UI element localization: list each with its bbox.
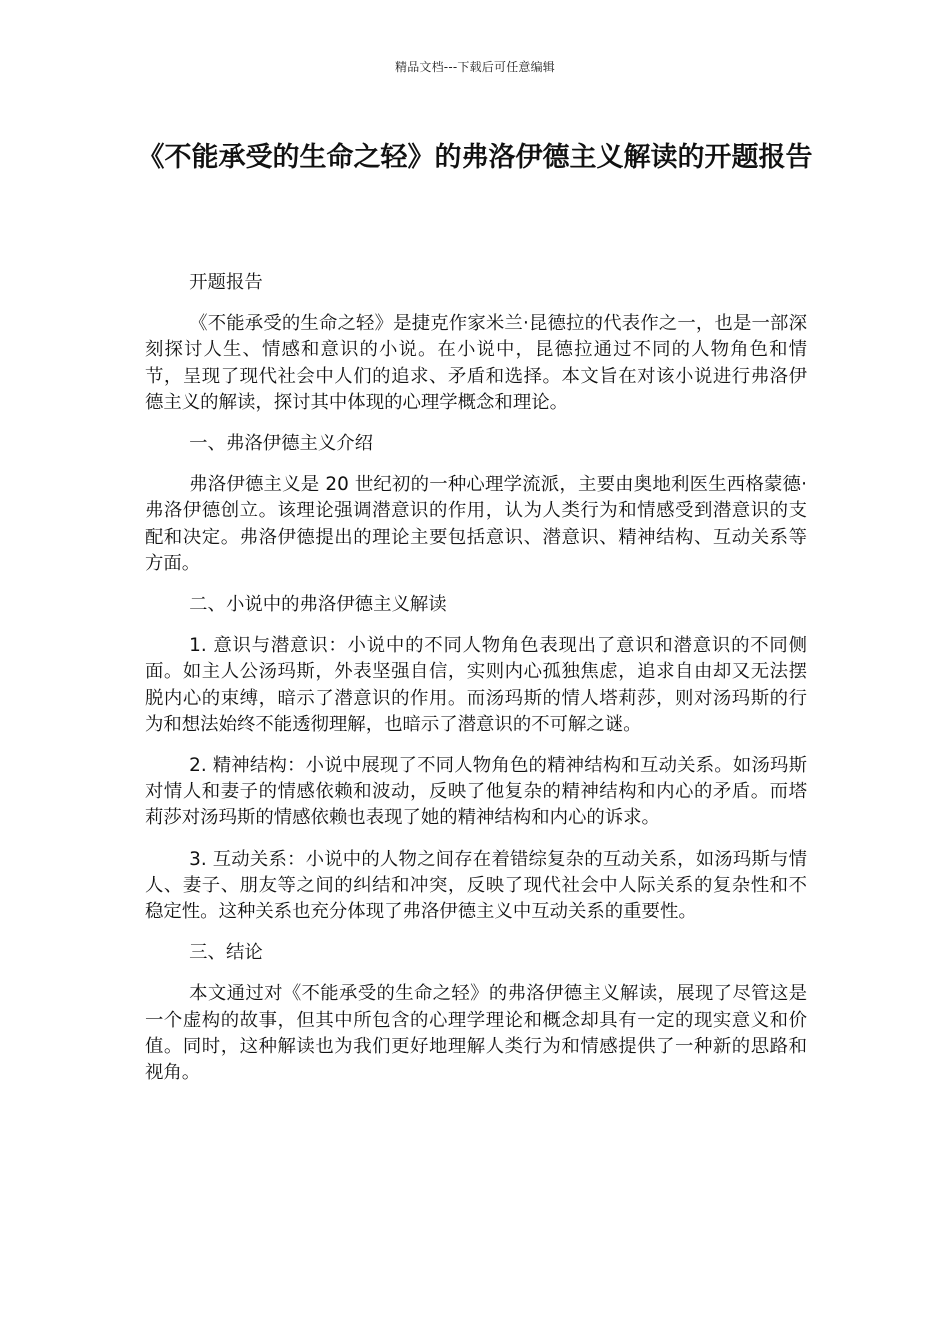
- conclusion-paragraph: 本文通过对《不能承受的生命之轻》的弗洛伊德主义解读，展现了尽管这是一个虚构的故事，但其中所包含的心理学理论和概念却具有一定的现实意义和价值。同时，这种解读也为我们更好地理解人类行为和情感提供了一种新的思路和视角。: [145, 983, 807, 1084]
- point-1-paragraph: 1. 意识与潜意识：小说中的不同人物角色表现出了意识和潜意识的不同侧面。如主人公汤玛斯，外表坚强自信，实则内心孤独焦虑，追求自由却又无法摆脱内心的束缚，暗示了潜意识的作用。而汤玛斯的情人塔莉莎，则对汤玛斯的行为和想法始终不能透彻理解，也暗示了潜意识的不可解之谜。: [145, 635, 807, 735]
- page-header: 精品文档---下载后可任意编辑: [395, 60, 555, 74]
- freudianism-intro-paragraph: 弗洛伊德主义是 20 世纪初的一种心理学流派，主要由奥地利医生西格蒙德·弗洛伊德创立。该理论强调潜意识的作用，认为人类行为和情感受到潜意识的支配和决定。弗洛伊德提出的理论主要包括意识、潜意识、精神结构、互动关系等方面。: [145, 474, 807, 574]
- section-heading-1: 一、弗洛伊德主义介绍: [189, 433, 374, 455]
- point-2-paragraph: 2. 精神结构：小说中展现了不同人物角色的精神结构和互动关系。如汤玛斯对情人和妻子的情感依赖和波动，反映了他复杂的精神结构和内心的矛盾。而塔莉莎对汤玛斯的情感依赖也表现了她的精神结构和内心的诉求。: [145, 755, 807, 829]
- section-label-report: 开题报告: [189, 272, 263, 293]
- document-title: 《不能承受的生命之轻》的弗洛伊德主义解读的开题报告: [137, 142, 813, 173]
- section-heading-3: 三、结论: [189, 942, 263, 964]
- intro-paragraph: 《不能承受的生命之轻》是捷克作家米兰·昆德拉的代表作之一，也是一部深刻探讨人生、情感和意识的小说。在小说中，昆德拉通过不同的人物角色和情节，呈现了现代社会中人们的追求、矛盾和选择。本文旨在对该小说进行弗洛伊德主义的解读，探讨其中体现的心理学概念和理论。: [145, 313, 807, 413]
- point-3-paragraph: 3. 互动关系：小说中的人物之间存在着错综复杂的互动关系，如汤玛斯与情人、妻子、朋友等之间的纠结和冲突，反映了现代社会中人际关系的复杂性和不稳定性。这种关系也充分体现了弗洛伊德主义中互动关系的重要性。: [145, 848, 807, 923]
- section-heading-2: 二、小说中的弗洛伊德主义解读: [189, 594, 447, 616]
- document-body: [145, 270, 807, 1101]
